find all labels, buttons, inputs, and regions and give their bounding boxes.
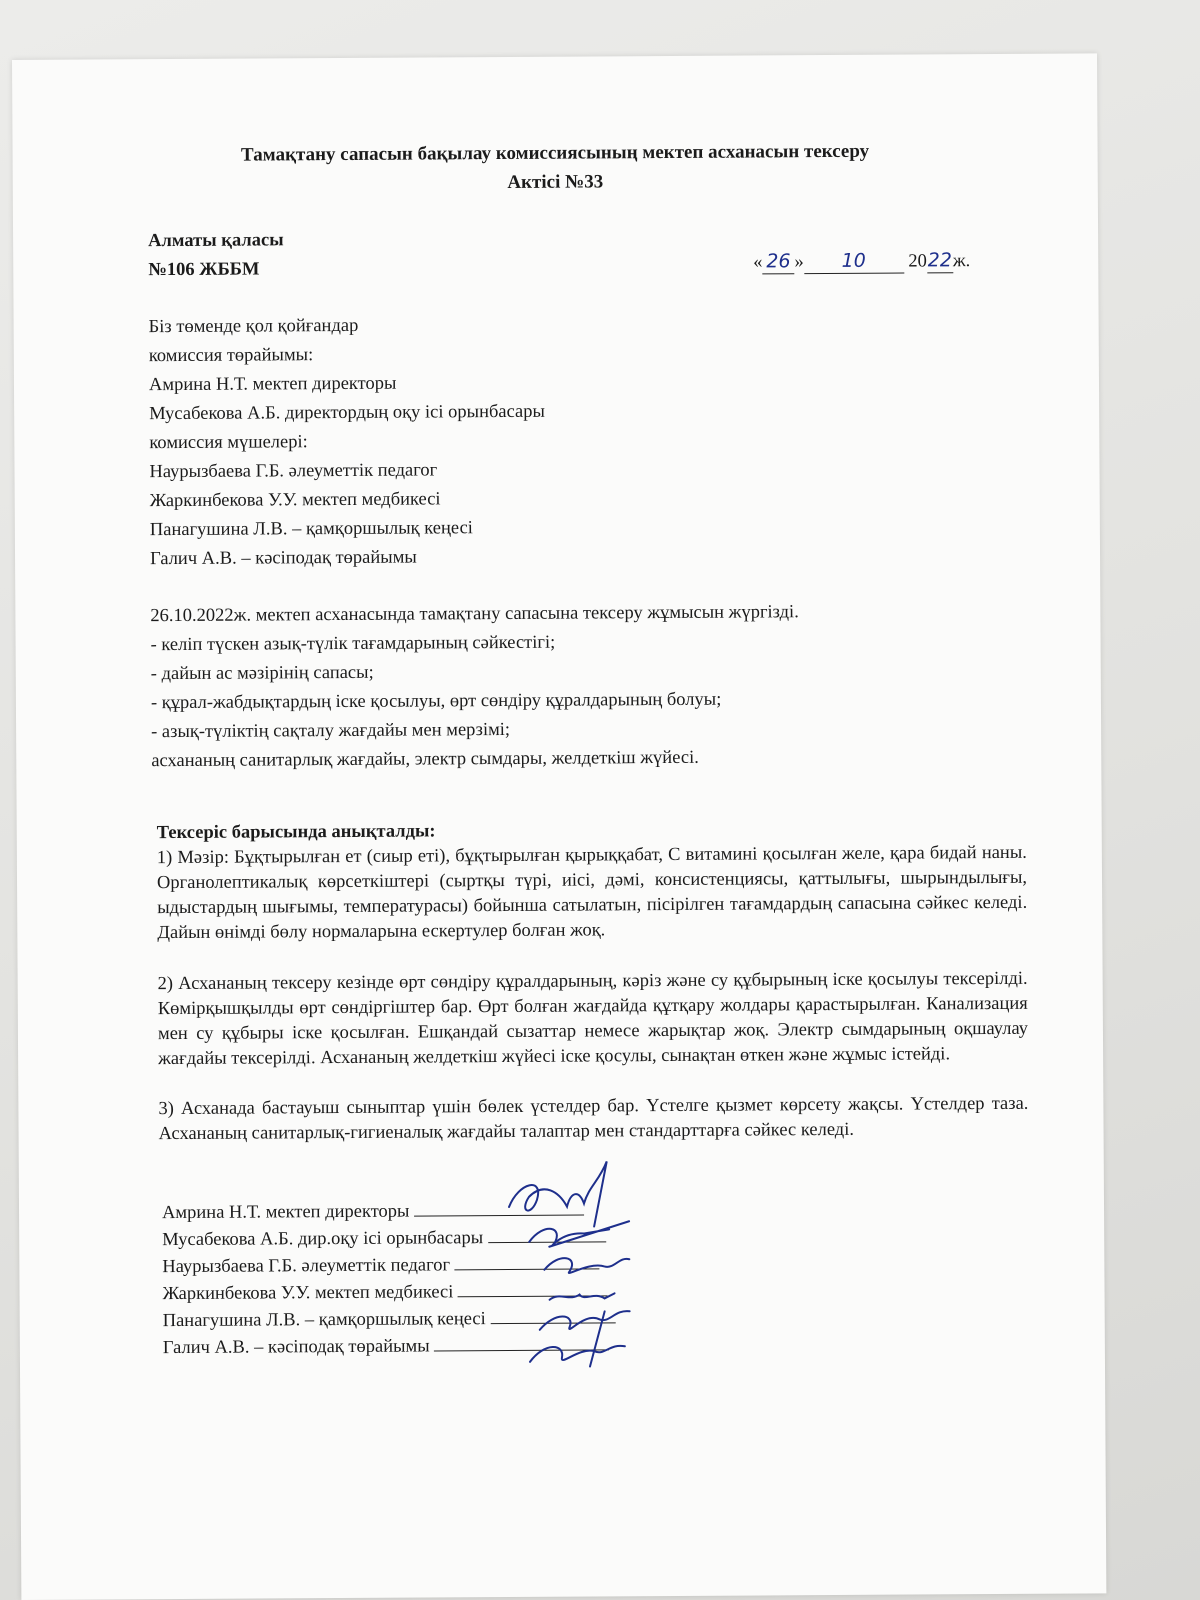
document-title-line-1: Тамақтану сапасын бақылау комиссиясының мектеп асханасын тексеру <box>240 140 870 166</box>
date-suffix: ж. <box>952 251 971 272</box>
intro-line: комиссия мүшелері: <box>149 432 308 454</box>
date-year-value: 22 <box>927 249 953 272</box>
signatory-name: Панагушина Л.В. – қамқоршылық кеңесі <box>162 1309 486 1332</box>
document-title-line-2: Актісі №33 <box>507 171 604 193</box>
signatory-name: Мусабекова А.Б. дир.оқу ісі орынбасары <box>162 1228 484 1251</box>
signature-stroke-director <box>509 1161 607 1227</box>
school-label: №106 ЖББМ <box>148 259 260 281</box>
date-month-value: 10 <box>841 249 866 272</box>
date-open-quote: « <box>753 252 763 273</box>
intro-line: Амрина Н.Т. мектеп директоры <box>148 373 397 396</box>
inspection-line: асхананың санитарлық жағдайы, электр сымдары, желдеткіш жүйесі. <box>151 747 699 772</box>
date-year-prefix: 20 <box>908 251 927 272</box>
inspection-line: - азық-түліктің сақталу жағдайы мен мерзімі; <box>151 719 511 743</box>
inspection-line: - дайын ас мәзірінің сапасы; <box>150 662 374 685</box>
signature-stroke-deputy <box>529 1221 629 1247</box>
signatory-name: Жаркинбекова У.У. мектеп медбикесі <box>162 1282 454 1305</box>
intro-line: Наурызбаева Г.Б. әлеуметтік педагог <box>149 460 438 483</box>
signature-stroke-nurse <box>550 1293 615 1299</box>
handwritten-signatures <box>489 1151 690 1382</box>
intro-line: Жаркинбекова У.У. мектеп медбикесі <box>149 489 441 512</box>
inspection-line: - келіп түскен азық-түлік тағамдарының сәйкестігі; <box>150 632 556 656</box>
signature-stroke-council <box>540 1311 630 1330</box>
date-year-field <box>927 249 953 273</box>
date-close-quote: » <box>794 252 804 273</box>
signature-stroke-pedagogue <box>544 1258 629 1273</box>
intro-line: Галич А.В. – кәсіподақ төрайымы <box>149 547 417 570</box>
city-label: Алматы қаласы <box>148 230 284 252</box>
inspection-line: 26.10.2022ж. мектеп асханасында тамақтану сапасына тексеру жұмысын жүргізді. <box>150 602 799 627</box>
intro-line: Мусабекова А.Б. директордың оқу ісі орынбасары <box>149 401 545 425</box>
inspection-line: - құрал-жабдықтардың іске қосылуы, өрт сөндіру құралдарының болуы; <box>150 689 722 714</box>
intro-line: комиссия төрайымы: <box>148 345 314 367</box>
document-date <box>753 247 970 277</box>
document-page <box>12 53 1106 1600</box>
signature-stroke-union <box>530 1311 625 1367</box>
date-month-field <box>804 250 904 275</box>
findings-item-1: 1) Мәзір: Бұқтырылған ет (сиыр еті), бұқтырылған қырыққабат, С витамині қосылған желе, қара бидай наны. Органолептикалық көрсеткіштері (сыртқы түрі, иісі, дәмі, консистенциясы, қаттылығы, шырындылығы, ыдыстардың шығымы, температурасы) бойынша сатылатын, пісірілген тағамдардың сапасына сәйкес келеді. Дайын өнімді бөлу нормаларына ескертулер болған жоқ. <box>156 842 1028 944</box>
findings-heading: Тексеріс барысында анықталды: <box>156 821 436 844</box>
findings-item-3: 3) Асханада бастауыш сыныптар үшін бөлек үстелдер бар. Үстелге қызмет көрсету жақсы. Үстелдер таза. Асхананың санитарлық-гигиеналық жағдайы талаптар мен стандарттарға сәйкес келеді. <box>158 1093 1029 1145</box>
date-day-value: 26 <box>766 250 791 273</box>
intro-line: Біз төменде қол қойғандар <box>148 315 359 338</box>
signatory-name: Наурызбаева Г.Б. әлеуметтік педагог <box>162 1255 451 1278</box>
date-day-field <box>762 250 794 274</box>
intro-line: Панагушина Л.В. – қамқоршылық кеңесі <box>149 518 473 541</box>
signatory-name: Галич А.В. – кәсіподақ төрайымы <box>162 1336 430 1359</box>
signatory-name: Амрина Н.Т. мектеп директоры <box>161 1201 410 1224</box>
findings-item-2: 2) Асхананың тексеру кезінде өрт сөндіру құралдарының, кәріз және су құбырының іске қосылуы тексерілді. Көмірқышқылды өрт сөндіргіштер бар. Өрт болған жағдайда құтқару жолдары қарастырылған. Канализация мен су құбыры іске қосылған. Ешқандай сызаттар немесе жарықтар жоқ. Электр сымдарының оқшаулау жағдайы тексерілді. Асхананың желдеткіш жүйесі іске қосулы, сынақтан өткен және жұмыс істейді. <box>157 968 1028 1070</box>
